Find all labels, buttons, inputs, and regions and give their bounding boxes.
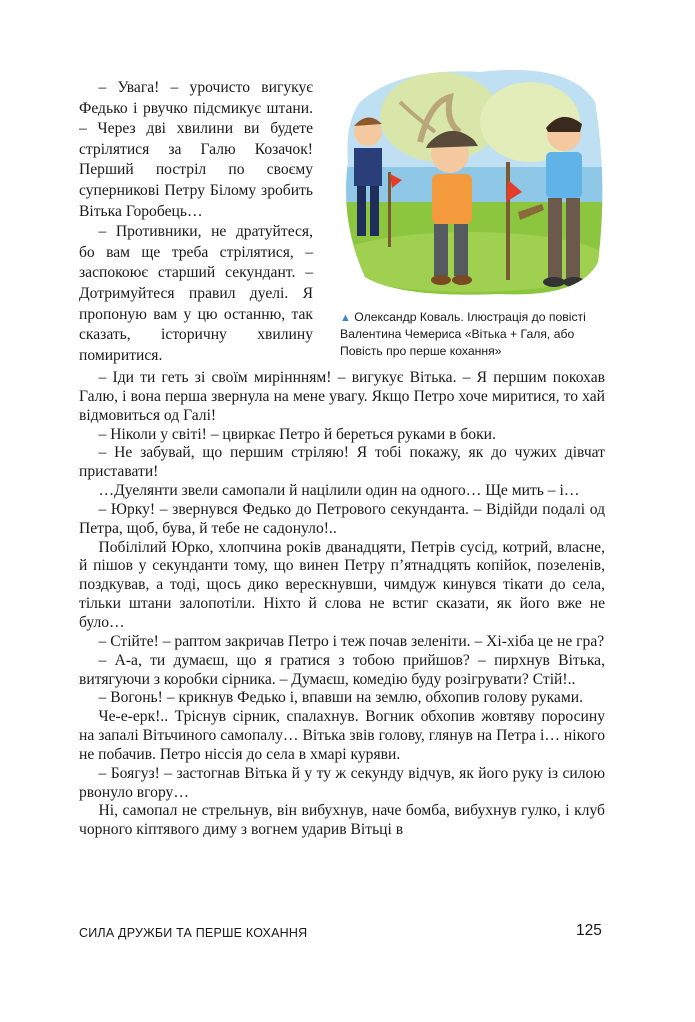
- paragraph: – А-а, ти думаєш, що я гратися з тобою прийшов? – пирхнув Вітька, витягуючи з коробки сірника. – Думаєш, комедію буду розігрувати? Стій!..: [79, 651, 605, 688]
- illustration: [340, 62, 603, 298]
- paragraph: – Не забувай, що першим стріляю! Я тобі покажу, як до чужих дівчат приставати!: [79, 444, 605, 481]
- page-number: 125: [576, 922, 602, 939]
- boys-duel-illustration: [340, 62, 603, 298]
- section-title-footer: СИЛА ДРУЖБИ ТА ПЕРШЕ КОХАННЯ: [79, 926, 308, 940]
- paragraph: – Іди ти геть зі своїм миріннням! – вигукує Вітька. – Я першим покохав Галю, і вона перша звернула на мене увагу. Якщо Петро хоче миритися, то хай відмовиться од Галі!: [79, 369, 605, 424]
- paragraph: – Стійте! – раптом закричав Петро і теж почав зеленіти. – Хі-хіба це не гра?: [98, 632, 605, 650]
- paragraph: – Ніколи у світі! – цвиркає Петро й береться руками в боки.: [98, 425, 496, 443]
- paragraph: – Противники, не дратуйтеся, бо вам ще треба стрілятися, – заспокоює старший секундант. – Дотримуйтеся правил дуелі. Я пропоную вам у цю останню, так сказать, історичну хвилину помиритися.: [79, 223, 313, 364]
- paragraph: – Юрку! – звернувся Федько до Петрового секунданта. – Відійди подалі од Петра, щоб, бува, й тебе не садонуло!..: [79, 500, 605, 537]
- paragraph: Че-е-ерк!.. Тріснув сірник, спалахнув. Вогник обхопив жовтяву поросину на запалі Вітьчиного самопалу… Вітька звів голову, глянув на Петра і… нікого не побачив. Петро ніссія до села в хмарі куряви.: [79, 708, 605, 763]
- illustration-caption: [340, 309, 610, 359]
- paragraph: – Увага! – урочисто вигукує Федько і рвучко підсмикує штани. – Через дві хвилини ви будете стрілятися за Галю Козачок! Перший постріл по своєму суперникові Петру Білому зробить Вітька Горобець…: [79, 79, 313, 220]
- paragraph: …Дуелянти звели самопали й націлили один на одного… Ще мить – і…: [98, 482, 580, 500]
- triangle-icon: ▲: [340, 312, 351, 324]
- paragraph: Побілілий Юрко, хлопчина років дванадцяти, Петрів сусід, котрий, власне, й пішов у секунданти тому, що винен Петру п’ятнадцять копійок, позеленів, поздкував, а тоді, щось дико верескнувши, чимдуж кинувся тікати до села, тільки штани залопотіли. Ніхто й слова не встиг сказати, як його вже не було…: [79, 538, 605, 631]
- paragraph: – Боягуз! – застогнав Вітька й у ту ж секунду відчув, як його руку із силою рвонуло вгору…: [79, 764, 605, 801]
- main-text: [79, 369, 605, 840]
- paragraph: Ні, самопал не стрельнув, він вибухнув, наче бомба, вибухнув гулко, і клуб чорного кіптявого диму з вогнем ударив Вітьці в: [79, 802, 605, 839]
- caption-text: Олександр Коваль. Ілюстрація до повісті Валентина Чемериса «Вітька + Галя, або Повість про перше кохання»: [340, 310, 586, 358]
- left-column-text: [79, 78, 313, 366]
- paragraph: – Вогонь! – крикнув Федько і, впавши на землю, обхопив голову руками.: [98, 689, 583, 707]
